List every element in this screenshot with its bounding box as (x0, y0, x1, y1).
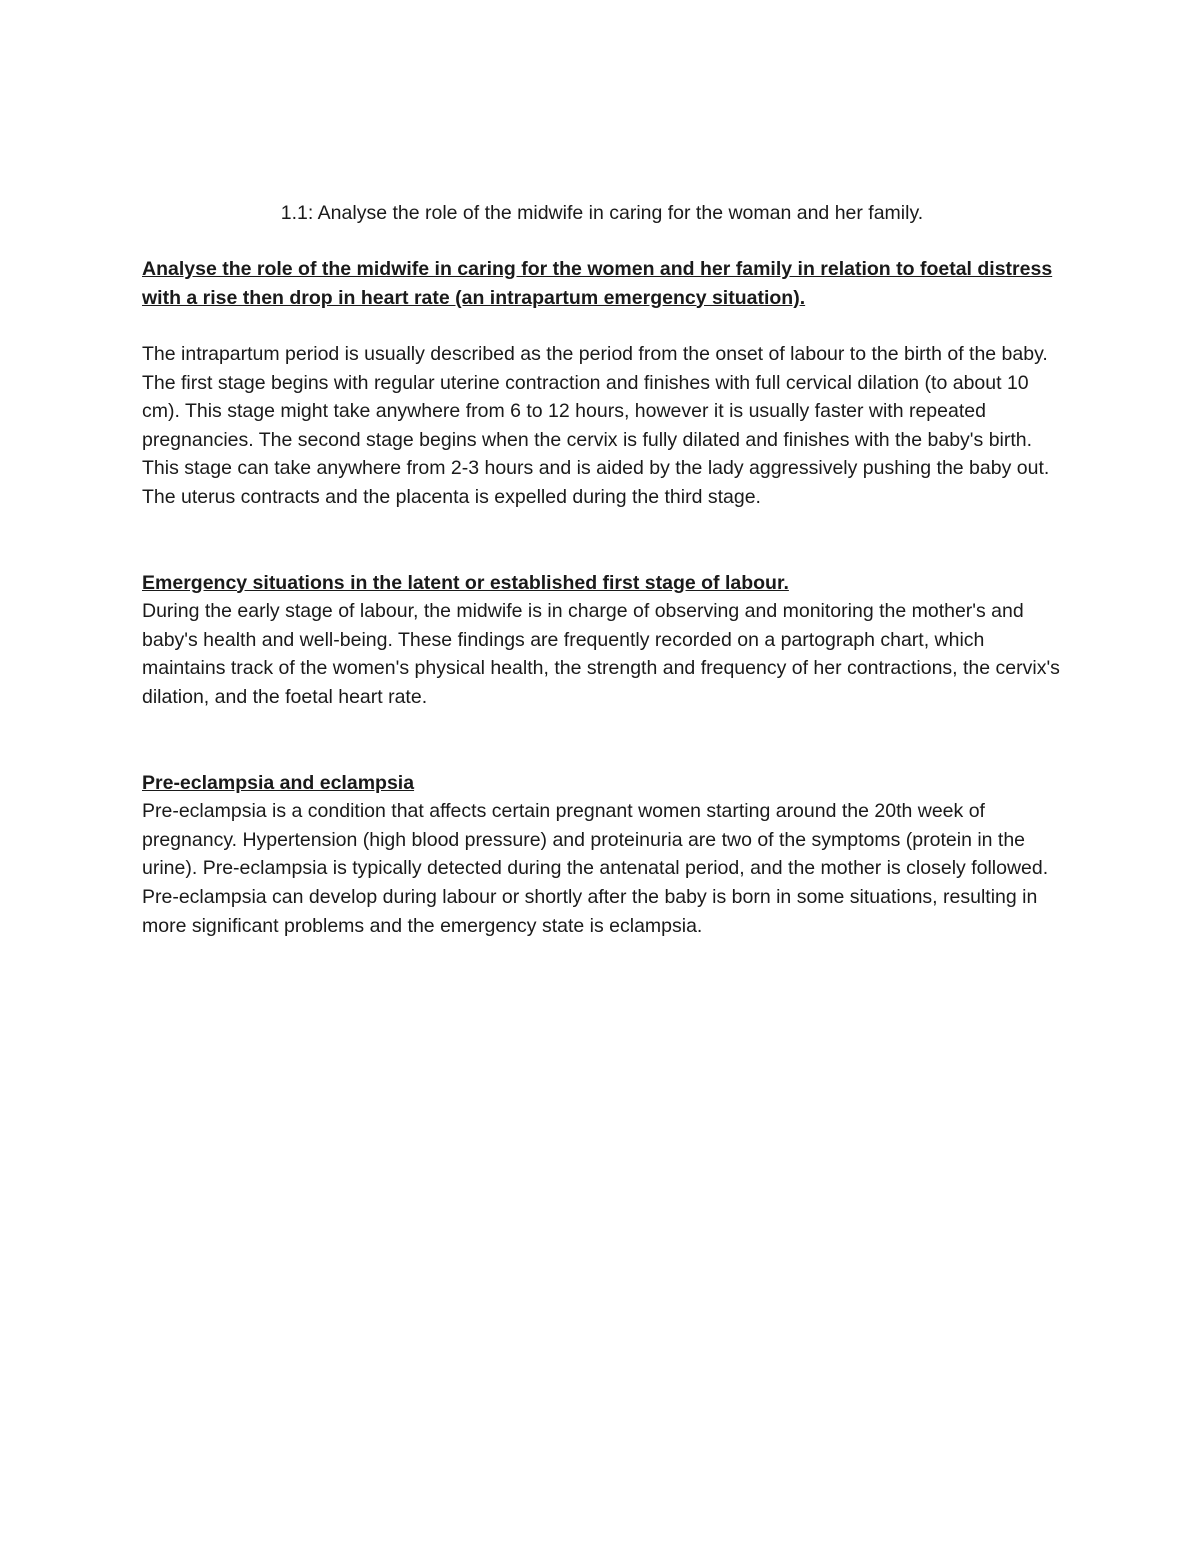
section-pre-eclampsia (142, 769, 1062, 941)
section-body: Pre-eclampsia is a condition that affects certain pregnant women starting around the 20th week of pregnancy. Hypertension (high blood pressure) and proteinuria are two of the symptoms (protein in the urine). Pre-eclampsia is typically detected during the antenatal period, and the mother is closely followed. Pre-eclampsia can develop during labour or shortly after the baby is born in some situations, resulting in more significant problems and the emergency state is eclampsia. (142, 800, 1049, 937)
main-heading: Analyse the role of the midwife in caring for the women and her family in relation to foetal distress with a rise then drop in heart rate (an intrapartum emergency situation). (142, 258, 1053, 309)
section-heading: Emergency situations in the latent or established first stage of labour. (142, 571, 789, 594)
document-content (142, 199, 1062, 940)
document-title: 1.1: Analyse the role of the midwife in caring for the woman and her family. (280, 202, 924, 224)
section-heading: Pre-eclampsia and eclampsia (142, 771, 415, 794)
section-body: During the early stage of labour, the midwife is in charge of observing and monitoring the mother's and baby's health and well-being. These findings are frequently recorded on a partograph chart, which maintains track of the women's physical health, the strength and frequency of her contractions, the cervix's dilation, and the foetal heart rate. (142, 600, 1060, 708)
section-emergency-first-stage (142, 569, 1062, 712)
intro-paragraph: The intrapartum period is usually described as the period from the onset of labour to the birth of the baby. The first stage begins with regular uterine contraction and finishes with full cervical dilation (to about 10 cm). This stage might take anywhere from 6 to 12 hours, however it is usually faster with repeated pregnancies. The second stage begins when the cervix is fully dilated and finishes with the baby's birth. This stage can take anywhere from 2-3 hours and is aided by the lady aggressively pushing the baby out. The uterus contracts and the placenta is expelled during the third stage. (142, 343, 1050, 508)
